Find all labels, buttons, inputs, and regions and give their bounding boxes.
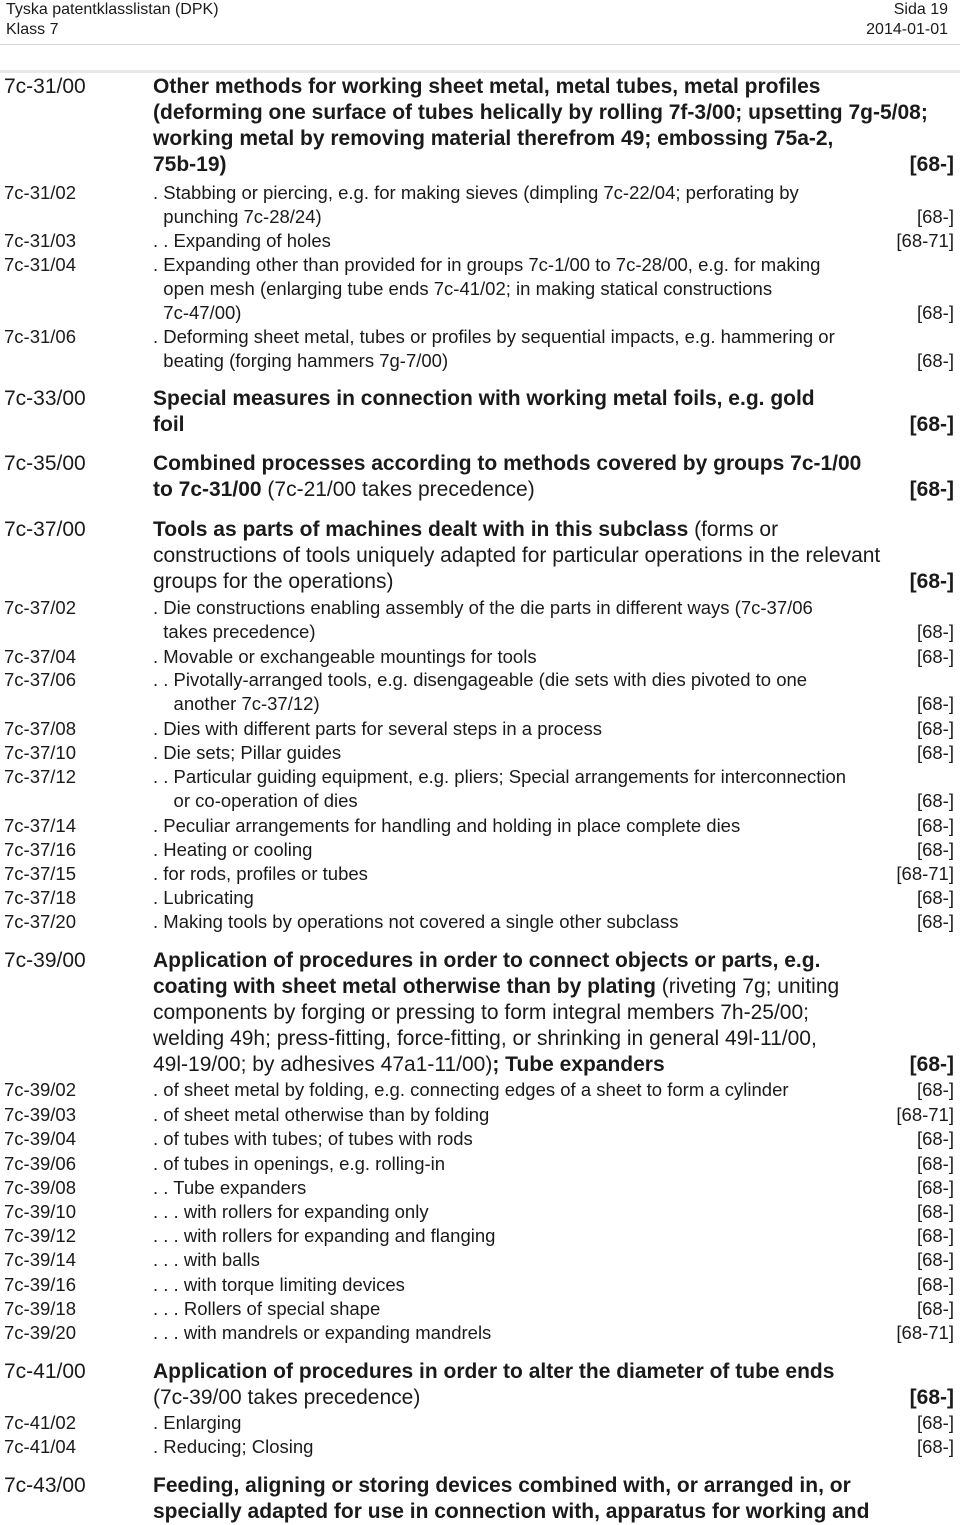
description-text: Combined processes according to methods covered by groups 7c-1/00 xyxy=(153,452,862,475)
description-text: . for rods, profiles or tubes xyxy=(153,863,368,884)
description-line xyxy=(153,862,954,886)
validity-period: [68-71] xyxy=(896,230,954,251)
description-text: . Making tools by operations not covered a single other subclass xyxy=(153,911,679,932)
class-entry xyxy=(0,1176,960,1200)
class-entry xyxy=(0,596,960,644)
validity-period: [68-] xyxy=(916,1249,954,1270)
description-text: . . Tube expanders xyxy=(153,1177,307,1198)
description-text: 75b-19) xyxy=(153,153,227,176)
validity-period: [68-71] xyxy=(896,1322,954,1343)
description-text: . . Particular guiding equipment, e.g. pliers; Special arrangements for interconnection xyxy=(153,766,847,787)
document-title: Tyska patentklasslistan (DPK) xyxy=(6,1,219,18)
class-code: 7c-33/00 xyxy=(4,387,86,410)
description-text: groups for the operations) xyxy=(153,570,394,593)
validity-period: [68-] xyxy=(916,1177,954,1198)
description-line xyxy=(153,1297,954,1321)
description-text: (deforming one surface of tubes helically by rolling 7f-3/00; upsetting 7g-5/08; xyxy=(153,101,928,124)
description-line xyxy=(153,569,954,595)
description-text: . of sheet metal otherwise than by folding xyxy=(153,1104,490,1125)
description-text: takes precedence) xyxy=(153,621,316,642)
description-line xyxy=(153,1000,954,1026)
description-text: another 7c-37/12) xyxy=(153,693,320,714)
class-entry xyxy=(0,1273,960,1297)
page-header xyxy=(0,0,960,40)
class-code: 7c-37/08 xyxy=(4,718,76,739)
class-code: 7c-41/00 xyxy=(4,1360,86,1383)
class-code: 7c-41/02 xyxy=(4,1412,76,1433)
description-text: 49l-19/00; by adhesives 47a1-11/00) xyxy=(153,1053,493,1076)
description-text: coating with sheet metal otherwise than by plating xyxy=(153,975,656,998)
description-text: . Enlarging xyxy=(153,1412,242,1433)
description-line xyxy=(153,277,954,301)
description-text: beating (forging hammers 7g-7/00) xyxy=(153,350,449,371)
validity-period: [68-] xyxy=(916,693,954,714)
validity-period: [68-] xyxy=(909,570,954,593)
description-line xyxy=(153,974,954,1000)
description-line xyxy=(153,692,954,716)
validity-period: [68-] xyxy=(909,1386,954,1409)
class-code: 7c-37/18 xyxy=(4,887,76,908)
description-line xyxy=(153,126,954,152)
description-text: . Die sets; Pillar guides xyxy=(153,742,342,763)
description-text: components by forging or pressing to form integral members 7h-25/00; xyxy=(153,1001,809,1024)
description-line xyxy=(153,325,954,349)
class-entry xyxy=(0,229,960,253)
class-entry xyxy=(0,1078,960,1102)
validity-period: [68-] xyxy=(916,302,954,323)
class-code: 7c-39/00 xyxy=(4,949,86,972)
class-code: 7c-37/00 xyxy=(4,518,86,541)
description-line xyxy=(153,1200,954,1224)
description-line xyxy=(153,1026,954,1052)
description-text: 7c-47/00) xyxy=(153,302,242,323)
description-line xyxy=(153,1224,954,1248)
class-code: 7c-39/18 xyxy=(4,1298,76,1319)
description-line xyxy=(153,349,954,373)
validity-period: [68-] xyxy=(909,413,954,436)
class-code: 7c-39/08 xyxy=(4,1177,76,1198)
description-line xyxy=(153,645,954,669)
class-entry xyxy=(0,253,960,325)
description-line xyxy=(153,1321,954,1345)
description-line xyxy=(153,1273,954,1297)
validity-period: [68-] xyxy=(916,815,954,836)
description-line xyxy=(153,668,954,692)
validity-period: [68-] xyxy=(916,1225,954,1246)
validity-period: [68-] xyxy=(916,742,954,763)
description-line xyxy=(153,1411,954,1435)
class-entry xyxy=(0,1200,960,1224)
description-text: or co-operation of dies xyxy=(153,790,358,811)
description-text: to 7c-31/00 xyxy=(153,478,262,501)
class-code: 7c-39/20 xyxy=(4,1322,76,1343)
description-text: . Stabbing or piercing, e.g. for making sieves (dimpling 7c-22/04; perforating by xyxy=(153,182,799,203)
class-code: 7c-37/02 xyxy=(4,597,76,618)
description-line xyxy=(153,1499,954,1525)
description-line xyxy=(153,253,954,277)
description-line xyxy=(153,1152,954,1176)
description-line xyxy=(153,1103,954,1127)
description-text: . Expanding other than provided for in groups 7c-1/00 to 7c-28/00, e.g. for making xyxy=(153,254,821,275)
description-text: Feeding, aligning or storing devices combined with, or arranged in, or xyxy=(153,1474,851,1497)
class-code: 7c-37/16 xyxy=(4,839,76,860)
class-code: 7c-31/04 xyxy=(4,254,76,275)
class-entry xyxy=(0,741,960,765)
class-entry xyxy=(0,1359,960,1411)
validity-period: [68-] xyxy=(916,718,954,739)
class-code: 7c-39/04 xyxy=(4,1128,76,1149)
class-entry xyxy=(0,1127,960,1151)
class-entry xyxy=(0,74,960,178)
class-entry xyxy=(0,1473,960,1525)
class-entry xyxy=(0,862,960,886)
class-code: 7c-43/00 xyxy=(4,1474,86,1497)
class-code: 7c-31/06 xyxy=(4,326,76,347)
class-entry xyxy=(0,386,960,438)
class-entry xyxy=(0,948,960,1078)
description-line xyxy=(153,886,954,910)
description-text: . Dies with different parts for several steps in a process xyxy=(153,718,602,739)
class-entry xyxy=(0,1103,960,1127)
class-code: 7c-41/04 xyxy=(4,1436,76,1457)
class-entry xyxy=(0,765,960,813)
description-line xyxy=(153,596,954,620)
description-line xyxy=(153,1473,954,1499)
validity-period: [68-] xyxy=(916,1436,954,1457)
description-line xyxy=(153,717,954,741)
class-entry xyxy=(0,1152,960,1176)
description-text: . Peculiar arrangements for handling and holding in place complete dies xyxy=(153,815,741,836)
description-line xyxy=(153,910,954,934)
class-entry xyxy=(0,1297,960,1321)
validity-period: [68-] xyxy=(916,790,954,811)
description-line xyxy=(153,74,954,100)
description-line xyxy=(153,765,954,789)
class-code: 7c-39/03 xyxy=(4,1104,76,1125)
class-entry xyxy=(0,910,960,934)
class-entry xyxy=(0,838,960,862)
description-text: . of tubes in openings, e.g. rolling-in xyxy=(153,1153,446,1174)
description-text: . . . with rollers for expanding only xyxy=(153,1201,429,1222)
description-text: Application of procedures in order to connect objects or parts, e.g. xyxy=(153,949,821,972)
description-line xyxy=(153,152,954,178)
header-right xyxy=(866,0,948,40)
description-text: punching 7c-28/24) xyxy=(153,206,322,227)
class-label: Klass 7 xyxy=(6,21,59,38)
validity-period: [68-] xyxy=(916,887,954,908)
header-left xyxy=(6,0,219,40)
class-code: 7c-37/06 xyxy=(4,669,76,690)
class-code: 7c-37/15 xyxy=(4,863,76,884)
class-code: 7c-31/02 xyxy=(4,182,76,203)
description-text: . Movable or exchangeable mountings for tools xyxy=(153,646,537,667)
validity-period: [68-] xyxy=(909,478,954,501)
description-line xyxy=(153,451,954,477)
description-text: . Die constructions enabling assembly of the die parts in different ways (7c-37/06 xyxy=(153,597,813,618)
description-line xyxy=(153,814,954,838)
description-line xyxy=(153,948,954,974)
description-text: . Lubricating xyxy=(153,887,254,908)
validity-period: [68-] xyxy=(916,1201,954,1222)
class-entry xyxy=(0,1411,960,1435)
class-code: 7c-39/14 xyxy=(4,1249,76,1270)
description-text: Tools as parts of machines dealt with in this subclass xyxy=(153,518,689,541)
validity-period: [68-] xyxy=(916,1274,954,1295)
class-code: 7c-35/00 xyxy=(4,452,86,475)
validity-period: [68-71] xyxy=(896,1104,954,1125)
validity-period: [68-] xyxy=(916,206,954,227)
class-code: 7c-39/10 xyxy=(4,1201,76,1222)
description-text: specially adapted for use in connection with, apparatus for working and xyxy=(153,1500,870,1523)
description-line xyxy=(153,477,954,503)
description-text: (forms or xyxy=(688,518,779,541)
description-text: Application of procedures in order to alter the diameter of tube ends xyxy=(153,1360,835,1383)
description-line xyxy=(153,1127,954,1151)
description-line xyxy=(153,789,954,813)
description-text: welding 49h; press-fitting, force-fitting, or shrinking in general 49l-11/00, xyxy=(153,1027,817,1050)
class-entry xyxy=(0,886,960,910)
description-line xyxy=(153,181,954,205)
class-entry xyxy=(0,451,960,503)
class-code: 7c-37/20 xyxy=(4,911,76,932)
description-text: ; Tube expanders xyxy=(492,1053,665,1076)
validity-period: [68-] xyxy=(916,1153,954,1174)
description-line xyxy=(153,1248,954,1272)
description-line xyxy=(153,543,954,569)
class-code: 7c-31/00 xyxy=(4,75,86,98)
description-line xyxy=(153,412,954,438)
description-text: . . . with rollers for expanding and flanging xyxy=(153,1225,496,1246)
class-entry xyxy=(0,668,960,716)
description-text: . . Pivotally-arranged tools, e.g. disengageable (die sets with dies pivoted to one xyxy=(153,669,808,690)
class-entry xyxy=(0,645,960,669)
description-text: . Reducing; Closing xyxy=(153,1436,314,1457)
description-line xyxy=(153,1359,954,1385)
class-code: 7c-37/10 xyxy=(4,742,76,763)
description-text: constructions of tools uniquely adapted for particular operations in the relevant xyxy=(153,544,881,567)
description-line xyxy=(153,100,954,126)
description-text: foil xyxy=(153,413,185,436)
description-text: . of tubes with tubes; of tubes with rods xyxy=(153,1128,473,1149)
description-text: Other methods for working sheet metal, metal tubes, metal profiles xyxy=(153,75,821,98)
description-line xyxy=(153,301,954,325)
description-line xyxy=(153,1385,954,1411)
class-code: 7c-39/06 xyxy=(4,1153,76,1174)
class-entry xyxy=(0,1435,960,1459)
class-entry xyxy=(0,717,960,741)
description-line xyxy=(153,1176,954,1200)
class-entry xyxy=(0,814,960,838)
description-text: . Heating or cooling xyxy=(153,839,313,860)
validity-period: [68-71] xyxy=(896,863,954,884)
description-text: open mesh (enlarging tube ends 7c-41/02; in making statical constructions xyxy=(153,278,773,299)
description-line xyxy=(153,741,954,765)
description-line xyxy=(153,386,954,412)
validity-period: [68-] xyxy=(916,1128,954,1149)
description-line xyxy=(153,229,954,253)
class-code: 7c-39/02 xyxy=(4,1079,76,1100)
description-line xyxy=(153,620,954,644)
document-date: 2014-01-01 xyxy=(866,21,948,38)
class-code: 7c-39/16 xyxy=(4,1274,76,1295)
class-entry xyxy=(0,181,960,229)
class-code: 7c-37/12 xyxy=(4,766,76,787)
description-text: (7c-21/00 takes precedence) xyxy=(261,478,535,501)
validity-period: [68-] xyxy=(909,1053,954,1076)
class-entry xyxy=(0,1224,960,1248)
class-code: 7c-39/12 xyxy=(4,1225,76,1246)
class-entry xyxy=(0,517,960,595)
description-line xyxy=(153,517,954,543)
description-text: . Deforming sheet metal, tubes or profiles by sequential impacts, e.g. hammering or xyxy=(153,326,835,347)
validity-period: [68-] xyxy=(909,153,954,176)
description-text: working metal by removing material therefrom 49; embossing 75a-2, xyxy=(153,127,834,150)
class-entry xyxy=(0,325,960,373)
validity-period: [68-] xyxy=(916,1298,954,1319)
description-text: . . . with balls xyxy=(153,1249,260,1270)
description-text: . . Expanding of holes xyxy=(153,230,331,251)
description-line xyxy=(153,1078,954,1102)
page-number: Sida 19 xyxy=(893,1,948,18)
validity-period: [68-] xyxy=(916,350,954,371)
description-line xyxy=(153,205,954,229)
header-divider xyxy=(0,44,960,45)
validity-period: [68-] xyxy=(916,646,954,667)
class-code: 7c-37/04 xyxy=(4,646,76,667)
class-entry xyxy=(0,1248,960,1272)
class-code: 7c-37/14 xyxy=(4,815,76,836)
description-text: . of sheet metal by folding, e.g. connecting edges of a sheet to form a cylinder xyxy=(153,1079,789,1100)
class-entry xyxy=(0,1321,960,1345)
description-line xyxy=(153,838,954,862)
validity-period: [68-] xyxy=(916,621,954,642)
class-code: 7c-31/03 xyxy=(4,230,76,251)
description-text: (7c-39/00 takes precedence) xyxy=(153,1386,421,1409)
description-text: . . . with mandrels or expanding mandrels xyxy=(153,1322,492,1343)
header-shade-band xyxy=(0,70,960,73)
description-line xyxy=(153,1435,954,1459)
description-text: . . . Rollers of special shape xyxy=(153,1298,381,1319)
validity-period: [68-] xyxy=(916,1079,954,1100)
description-text: Special measures in connection with working metal foils, e.g. gold xyxy=(153,387,815,410)
description-line xyxy=(153,1052,954,1078)
validity-period: [68-] xyxy=(916,911,954,932)
description-text: (riveting 7g; uniting xyxy=(655,975,840,998)
validity-period: [68-] xyxy=(916,839,954,860)
validity-period: [68-] xyxy=(916,1412,954,1433)
description-text: . . . with torque limiting devices xyxy=(153,1274,405,1295)
